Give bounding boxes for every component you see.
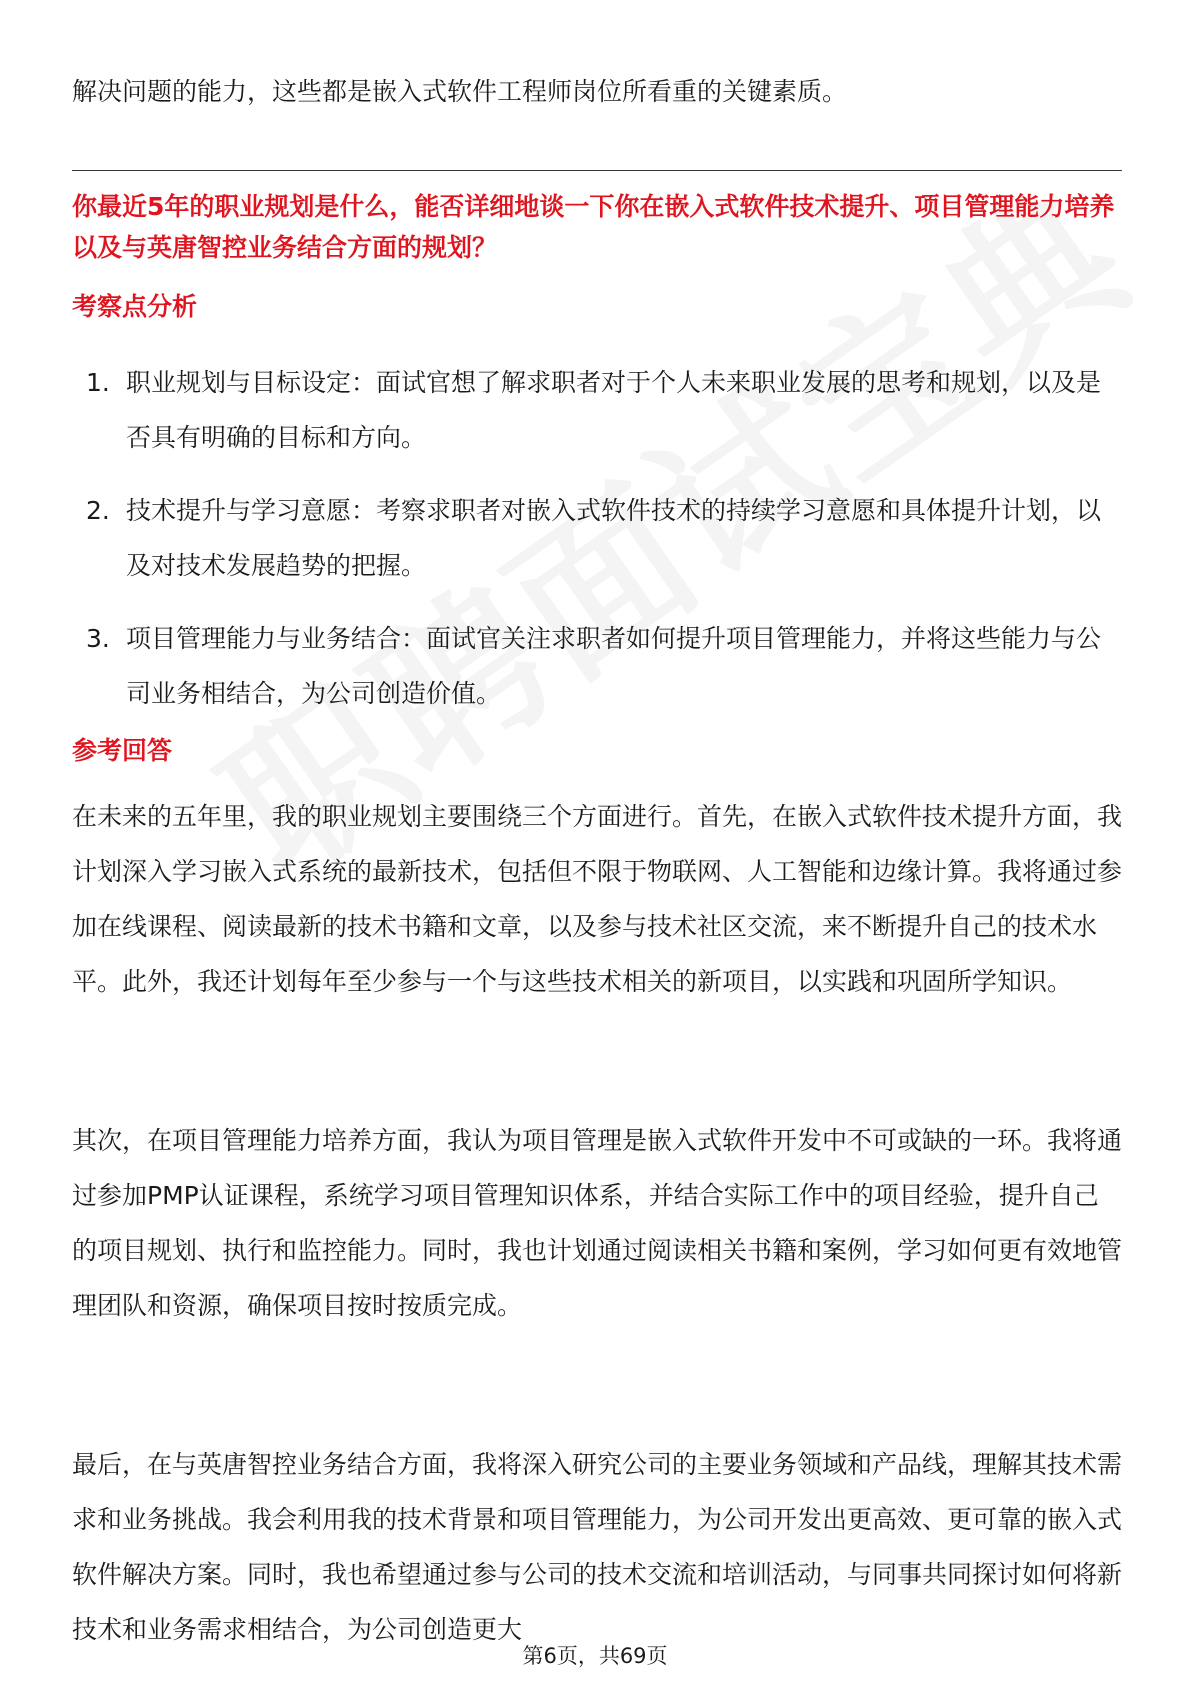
analysis-heading: 考察点分析 xyxy=(72,292,198,321)
interview-question: 你最近5年的职业规划是什么，能否详细地谈一下你在嵌入式软件技术提升、项目管理能力培养以及与英唐智控业务结合方面的规划？ xyxy=(72,192,1115,262)
answer-paragraph: 在未来的五年里，我的职业规划主要围绕三个方面进行。首先，在嵌入式软件技术提升方面，我计划深入学习嵌入式系统的最新技术，包括但不限于物联网、人工智能和边缘计算。我将通过参加在线课程、阅读最新的技术书籍和文章，以及参与技术社区交流，来不断提升自己的技术水平。此外，我还计划每年至少参与一个与这些技术相关的新项目，以实践和巩固所学知识。 xyxy=(72,802,1123,996)
analysis-item-number: 1. xyxy=(86,368,110,397)
analysis-item xyxy=(72,611,1122,721)
answer-heading: 参考回答 xyxy=(72,736,173,765)
analysis-item-text: 技术提升与学习意愿：考察求职者对嵌入式软件技术的持续学习意愿和具体提升计划，以及对技术发展趋势的把握。 xyxy=(126,496,1102,580)
analysis-item-number: 2. xyxy=(86,496,110,525)
analysis-list xyxy=(72,355,1122,739)
analysis-item-text: 项目管理能力与业务结合：面试官关注求职者如何提升项目管理能力，并将这些能力与公司业务相结合，为公司创造价值。 xyxy=(126,624,1102,708)
continued-text: 解决问题的能力，这些都是嵌入式软件工程师岗位所看重的关键素质。 xyxy=(72,77,848,106)
answer-paragraph: 其次，在项目管理能力培养方面，我认为项目管理是嵌入式软件开发中不可或缺的一环。我将通过参加PMP认证课程，系统学习项目管理知识体系，并结合实际工作中的项目经验，提升自己的项目规划、执行和监控能力。同时，我也计划通过阅读相关书籍和案例，学习如何更有效地管理团队和资源，确保项目按时按质完成。 xyxy=(72,1126,1123,1320)
analysis-item-text: 职业规划与目标设定：面试官想了解求职者对于个人未来职业发展的思考和规划，以及是否具有明确的目标和方向。 xyxy=(126,368,1102,452)
page-footer: 第6页，共69页 xyxy=(522,1644,668,1668)
analysis-item-number: 3. xyxy=(86,624,110,653)
divider-line xyxy=(72,170,1122,171)
answer-paragraph: 最后，在与英唐智控业务结合方面，我将深入研究公司的主要业务领域和产品线，理解其技术需求和业务挑战。我会利用我的技术背景和项目管理能力，为公司开发出更高效、更可靠的嵌入式软件解决方案。同时，我也希望通过参与公司的技术交流和培训活动，与同事共同探讨如何将新技术和业务需求相结合，为公司创造更大 xyxy=(72,1450,1123,1644)
analysis-item xyxy=(72,483,1122,593)
analysis-item xyxy=(72,355,1122,465)
